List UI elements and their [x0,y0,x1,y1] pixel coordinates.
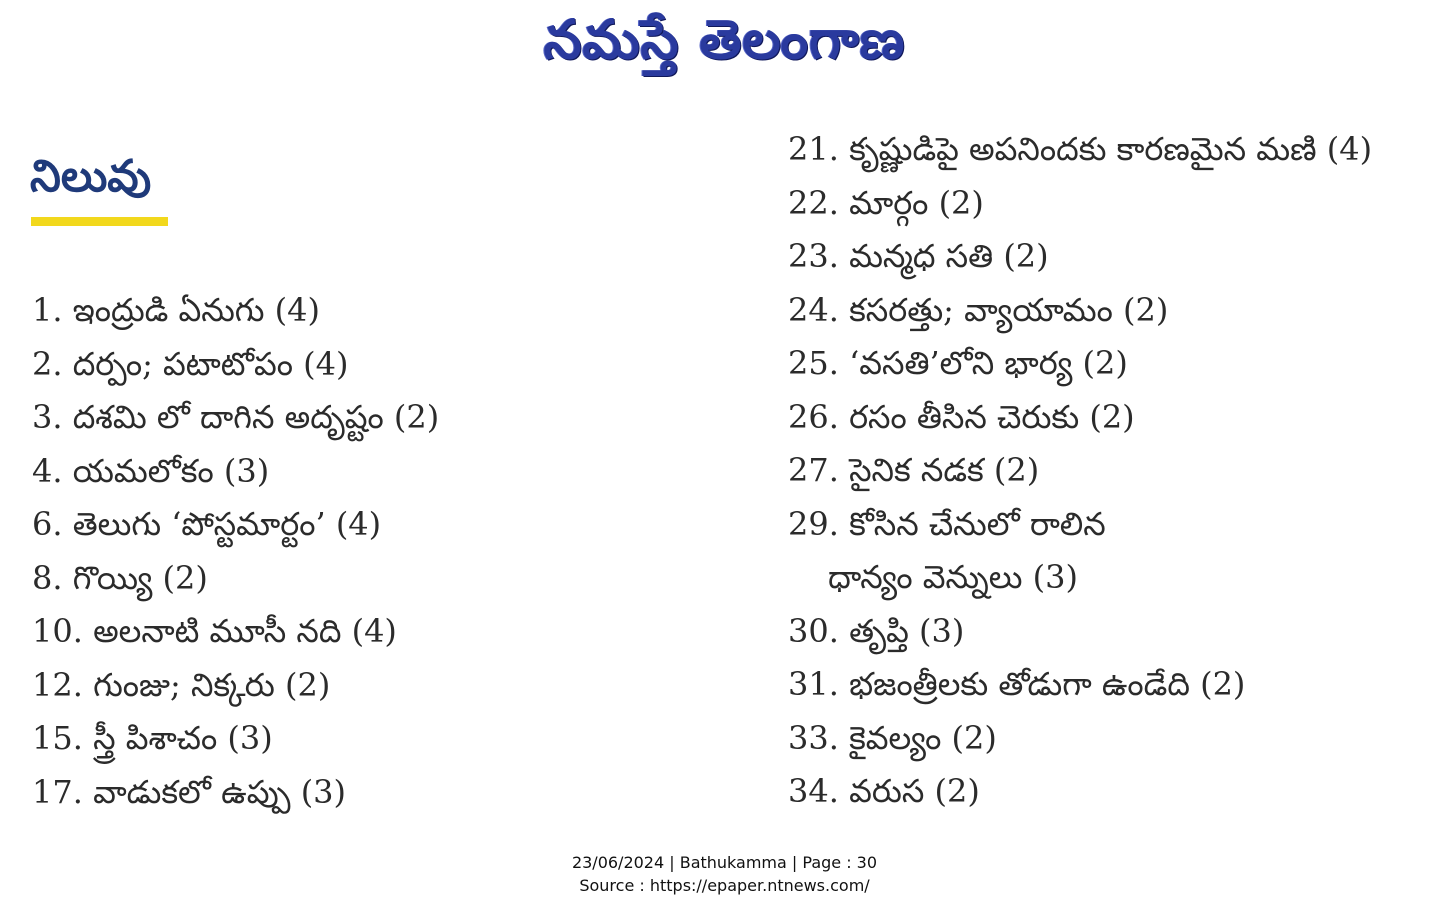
clue-item [788,658,1372,712]
clue-item [32,391,439,445]
clue-number: 31. [788,665,839,703]
clue-item [788,177,1372,231]
clue-text: కైవల్యం (2) [849,718,997,757]
clue-number: 6. [32,505,63,543]
clue-item [788,391,1372,445]
clue-number: 25. [788,344,839,382]
clue-text: దశమి లో దాగిన అదృష్టం (2) [72,398,440,436]
clue-number: 34. [788,772,839,810]
clue-number: 30. [788,611,839,650]
clue-item [788,712,1372,766]
clue-text: గుంజు; నిక్కరు (2) [93,665,331,704]
clue-text-continuation: ధాన్యం వెన్నులు (3) [828,558,1078,596]
clue-text: తృప్తి (3) [849,611,965,650]
clue-text: కృష్ణుడిపై అపనిందకు కారణమైన మణి (4) [849,130,1373,168]
clue-item [788,123,1372,177]
clue-item [788,444,1372,498]
clue-item [32,766,439,820]
clue-item [32,659,439,713]
clue-item [32,284,439,338]
clue-text: మార్గం (2) [849,183,984,222]
clue-number: 4. [32,451,63,490]
newspaper-masthead: నమస్తే తెలంగాణ [543,8,906,71]
clue-number: 10. [32,612,83,650]
clue-number: 21. [788,130,839,168]
clue-item [788,498,1208,605]
clue-number: 23. [788,237,839,275]
clue-text: స్త్రీ పిశాచం (3) [93,719,273,757]
clue-text: రసం తీసిన చెరుకు (2) [849,397,1135,436]
clue-item [788,337,1372,391]
clue-text: వాడుకలో ఉప్పు (3) [93,772,347,811]
clue-number: 29. [788,504,839,543]
section-title-underline [31,217,168,226]
clue-text: ‘వసతి’లోని భార్య (2) [849,344,1128,382]
clue-item [788,230,1372,284]
clue-item [32,445,439,499]
clue-number: 15. [32,719,83,757]
clue-text: అలనాటి మూసీ నది (4) [93,612,397,650]
clue-item [32,605,439,659]
clue-number: 27. [788,451,839,489]
clue-number: 17. [32,772,83,811]
clue-text: కోసిన చేనులో రాలిన [849,504,1106,543]
clue-number: 8. [32,558,63,597]
clue-item [32,552,439,606]
clue-text: వరుస (2) [849,772,980,810]
clue-text: మన్మధ సతి (2) [849,237,1049,275]
clue-item [788,605,1372,659]
clue-number: 24. [788,290,839,329]
clue-item [32,338,439,392]
clue-text: భజంత్రీలకు తోడుగా ఉండేది (2) [849,665,1246,703]
clue-item [788,284,1372,338]
clue-text: గొయ్యి (2) [72,558,208,597]
clue-item [788,765,1372,819]
clue-item [32,498,439,552]
clue-text: సైనిక నడక (2) [849,451,1040,489]
footer-source-line: Source : https://epaper.ntnews.com/ [579,876,870,895]
section-title: నిలువు [30,151,152,202]
clue-number: 22. [788,183,839,222]
clue-number: 1. [32,291,63,329]
clue-text: యమలోకం (3) [72,451,270,490]
clue-text: దర్పం; పటాటోపం (4) [72,344,349,383]
clue-number: 2. [32,344,63,383]
clue-number: 12. [32,665,83,704]
clues-left-column [32,284,439,819]
clues-right-column [788,123,1372,819]
clue-text: కసరత్తు; వ్యాయామం (2) [849,290,1169,329]
clue-number: 33. [788,718,839,757]
clue-item [32,712,439,766]
clue-number: 26. [788,397,839,436]
clue-text: ఇంద్రుడి ఏనుగు (4) [72,291,321,329]
footer-date-line: 23/06/2024 | Bathukamma | Page : 30 [571,853,878,872]
clue-text: తెలుగు ‘పోస్టమార్టం’ (4) [72,505,382,543]
clue-number: 3. [32,398,63,436]
